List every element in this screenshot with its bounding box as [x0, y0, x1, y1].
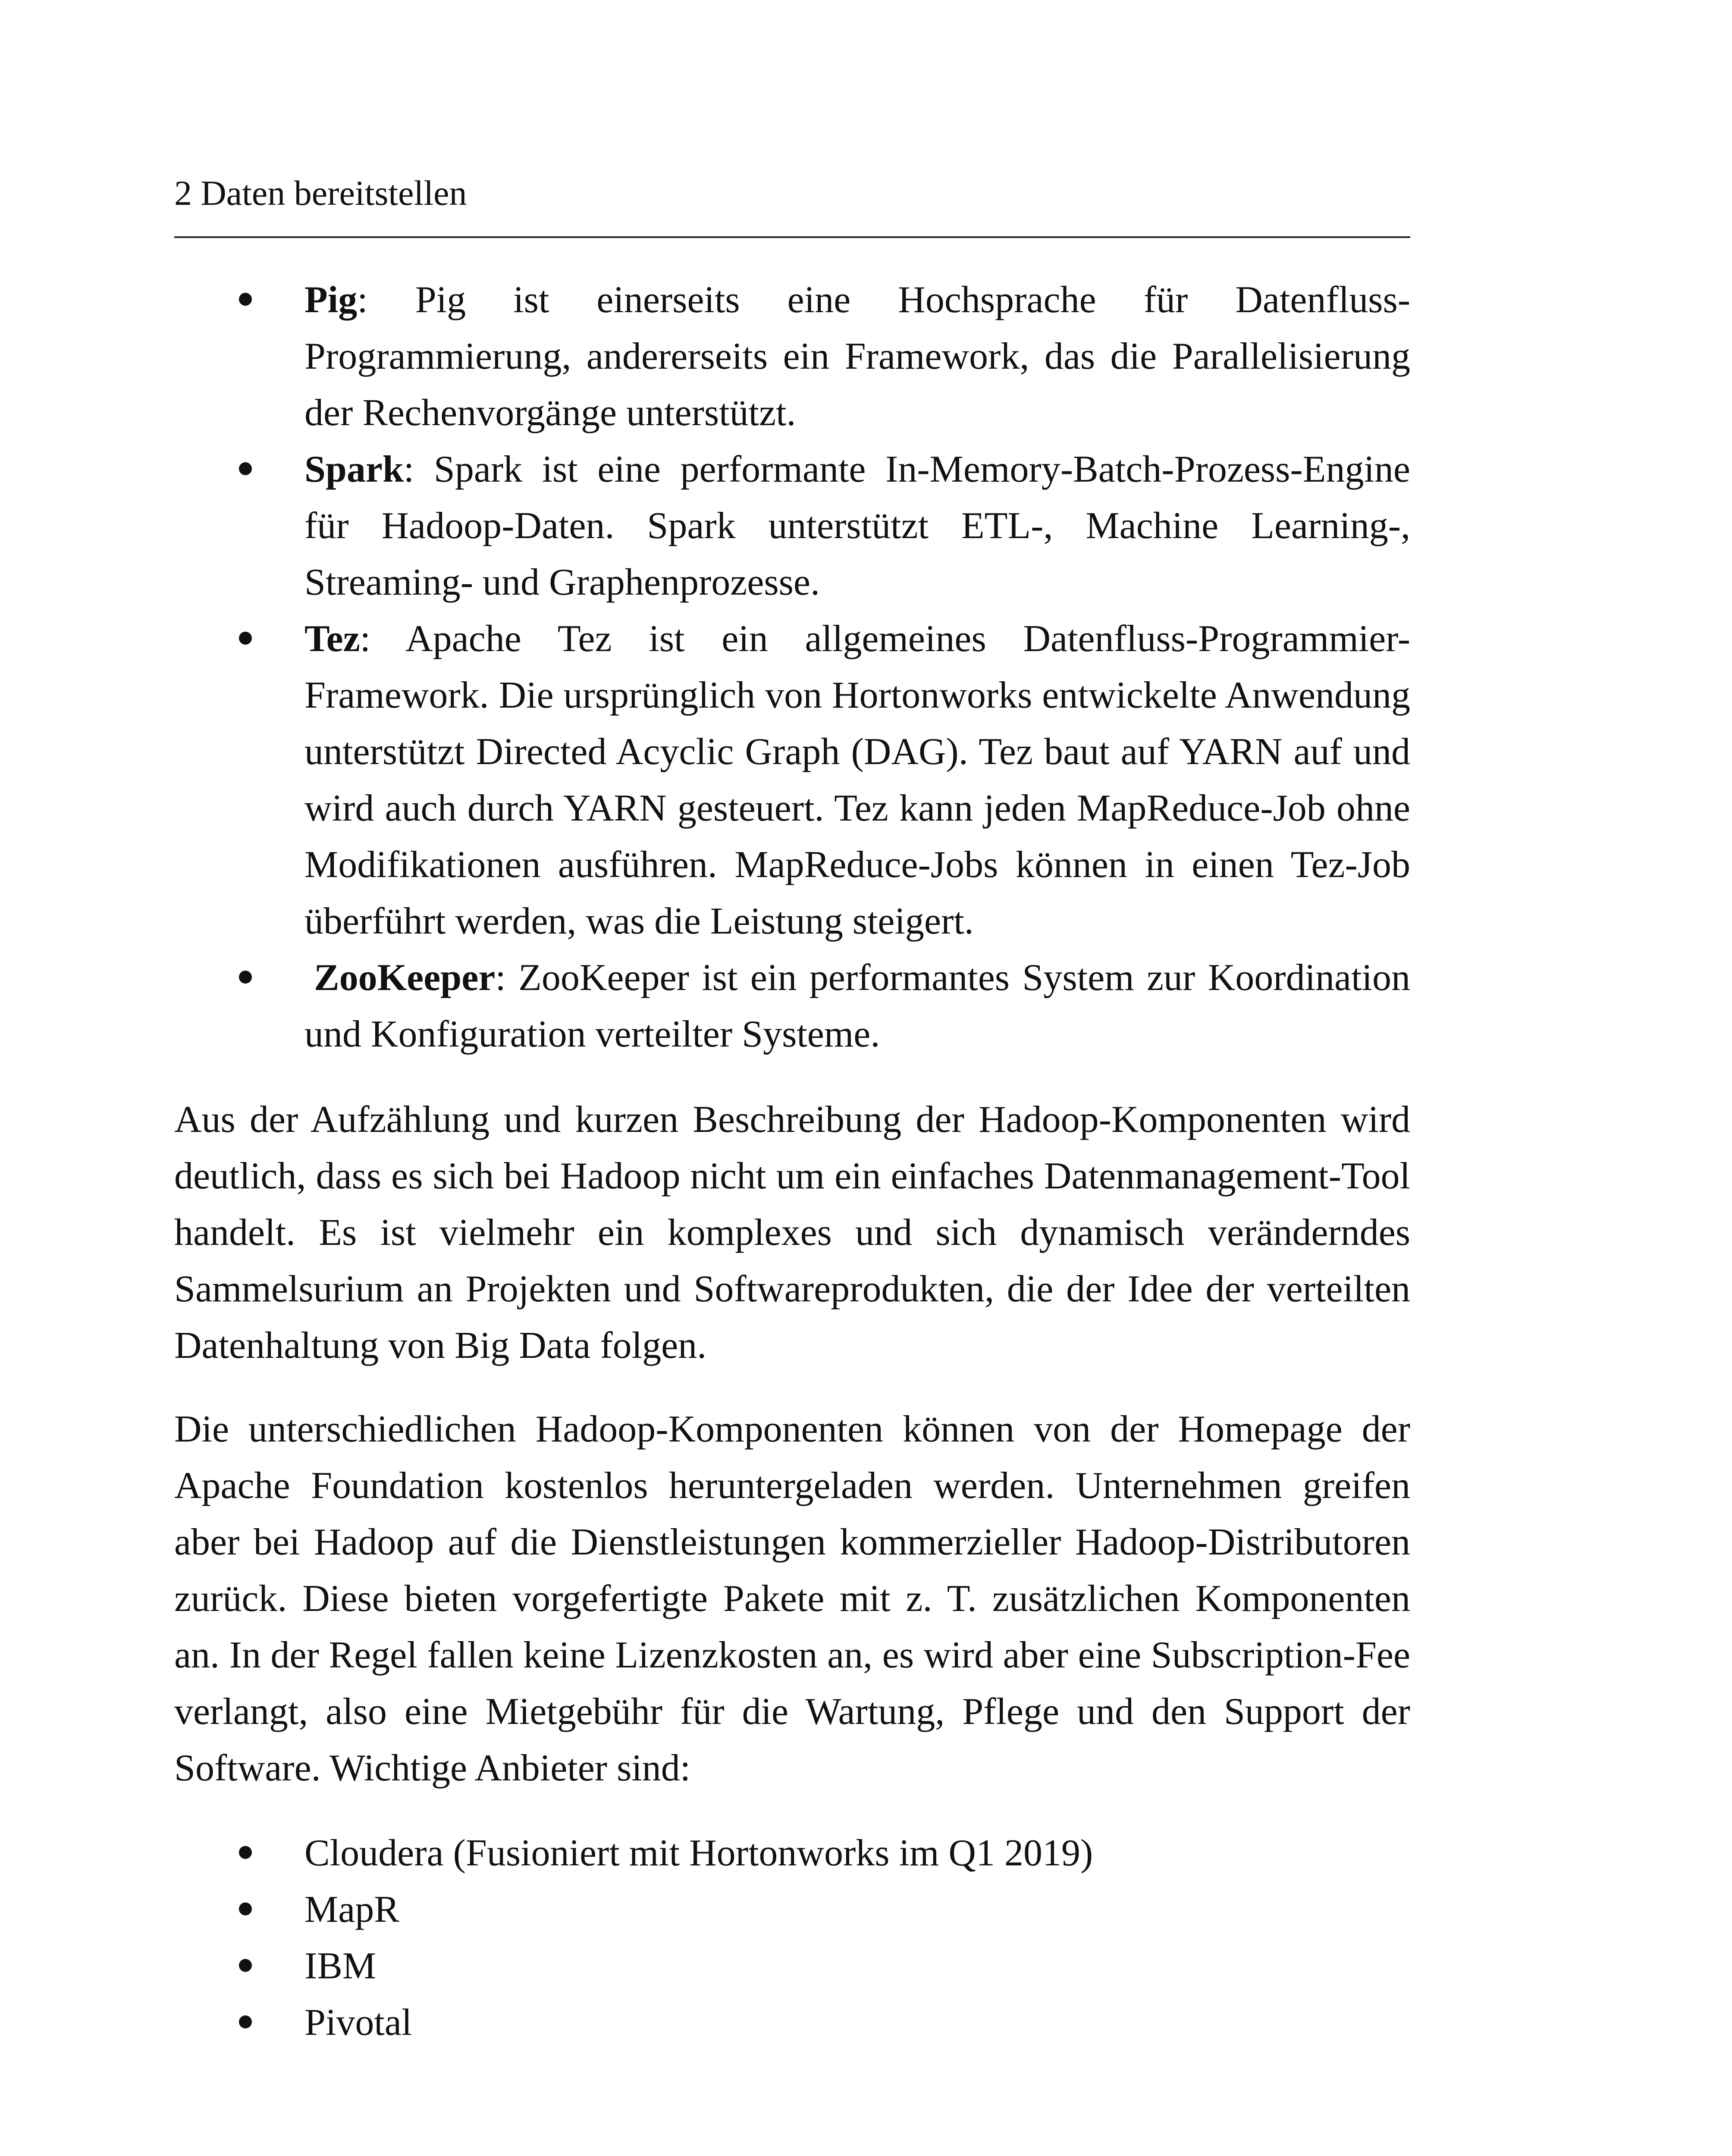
list-item-tez [174, 611, 1410, 950]
description-tez: : Apache Tez ist ein allgemeines Datenfluss-Programmier-Framework. Die ursprünglich von Hortonworks entwickelte Anwendung unterstützt Directed Acyclic Graph (DAG). Tez baut auf YARN auf und wird auch durch YARN gesteuert. Tez kann jeden MapReduce-Job ohne Modifikationen ausführen. MapReduce-Jobs können in einen Tez-Job überführt werden, was die Leistung steigert. [304, 618, 1410, 942]
bullet-icon [239, 462, 252, 475]
bullet-icon [239, 632, 252, 645]
term-spark: Spark [304, 448, 404, 490]
term-tez: Tez [304, 618, 360, 660]
description-spark: : Spark ist eine performante In-Memory-Batch-Prozess-Engine für Hadoop-Daten. Spark unterstützt ETL-, Machine Learning-, Streaming- und Graphenprozesse. [304, 448, 1410, 603]
bullet-icon [239, 971, 252, 984]
description-pig: : Pig ist einerseits eine Hochsprache für Datenfluss-Programmierung, andererseits ein Framework, das die Parallelisierung der Rechenvorgänge unterstützt. [304, 279, 1410, 434]
list-item-provider [174, 1881, 1410, 1938]
term-pig: Pig [304, 279, 358, 321]
term-zookeeper: ZooKeeper [314, 957, 496, 999]
list-item-provider [174, 1938, 1410, 1994]
list-item-zookeeper [174, 950, 1410, 1062]
provider-label: MapR [304, 1889, 399, 1930]
bullet-icon [239, 1959, 252, 1972]
main-content [174, 272, 1410, 2051]
body-paragraph-1: Aus der Aufzählung und kurzen Beschreibung der Hadoop-Komponenten wird deutlich, dass es sich bei Hadoop nicht um ein einfaches Datenmanagement-Tool handelt. Es ist vielmehr ein komplexes und sich dynamisch veränderndes Sammelsurium an Projekten und Softwareprodukten, die der Idee der verteilten Datenhaltung von Big Data folgen. [174, 1099, 1410, 1366]
provider-label: Cloudera (Fusioniert mit Hortonworks im Q1 2019) [304, 1832, 1093, 1874]
provider-label: Pivotal [304, 2002, 412, 2043]
description-zookeeper: : ZooKeeper ist ein performantes System zur Koordination und Konfiguration verteilter Systeme. [304, 957, 1410, 1055]
bullet-icon [239, 1846, 252, 1859]
bullet-icon [239, 1902, 252, 1915]
hadoop-components-list [174, 272, 1410, 1062]
bullet-icon [239, 2015, 252, 2028]
body-paragraph-2: Die unterschiedlichen Hadoop-Komponenten können von der Homepage der Apache Foundation kostenlos heruntergeladen werden. Unternehmen greifen aber bei Hadoop auf die Dienstleistungen kommerzieller Hadoop-Distributoren zurück. Diese bieten vorgefertigte Pakete mit z. T. zusätzlichen Komponenten an. In der Regel fallen keine Lizenzkosten an, es wird aber eine Subscription-Fee verlangt, also eine Mietgebühr für die Wartung, Pflege und den Support der Software. Wichtige Anbieter sind: [174, 1408, 1410, 1789]
provider-label: IBM [304, 1945, 377, 1987]
running-header: 2 Daten bereitstellen [174, 173, 467, 213]
providers-list [174, 1825, 1410, 2051]
list-item-pig [174, 272, 1410, 441]
list-item-provider [174, 1825, 1410, 1881]
list-item-spark [174, 441, 1410, 611]
list-item-provider [174, 1994, 1410, 2051]
bullet-icon [239, 293, 252, 306]
header-rule [174, 236, 1410, 238]
